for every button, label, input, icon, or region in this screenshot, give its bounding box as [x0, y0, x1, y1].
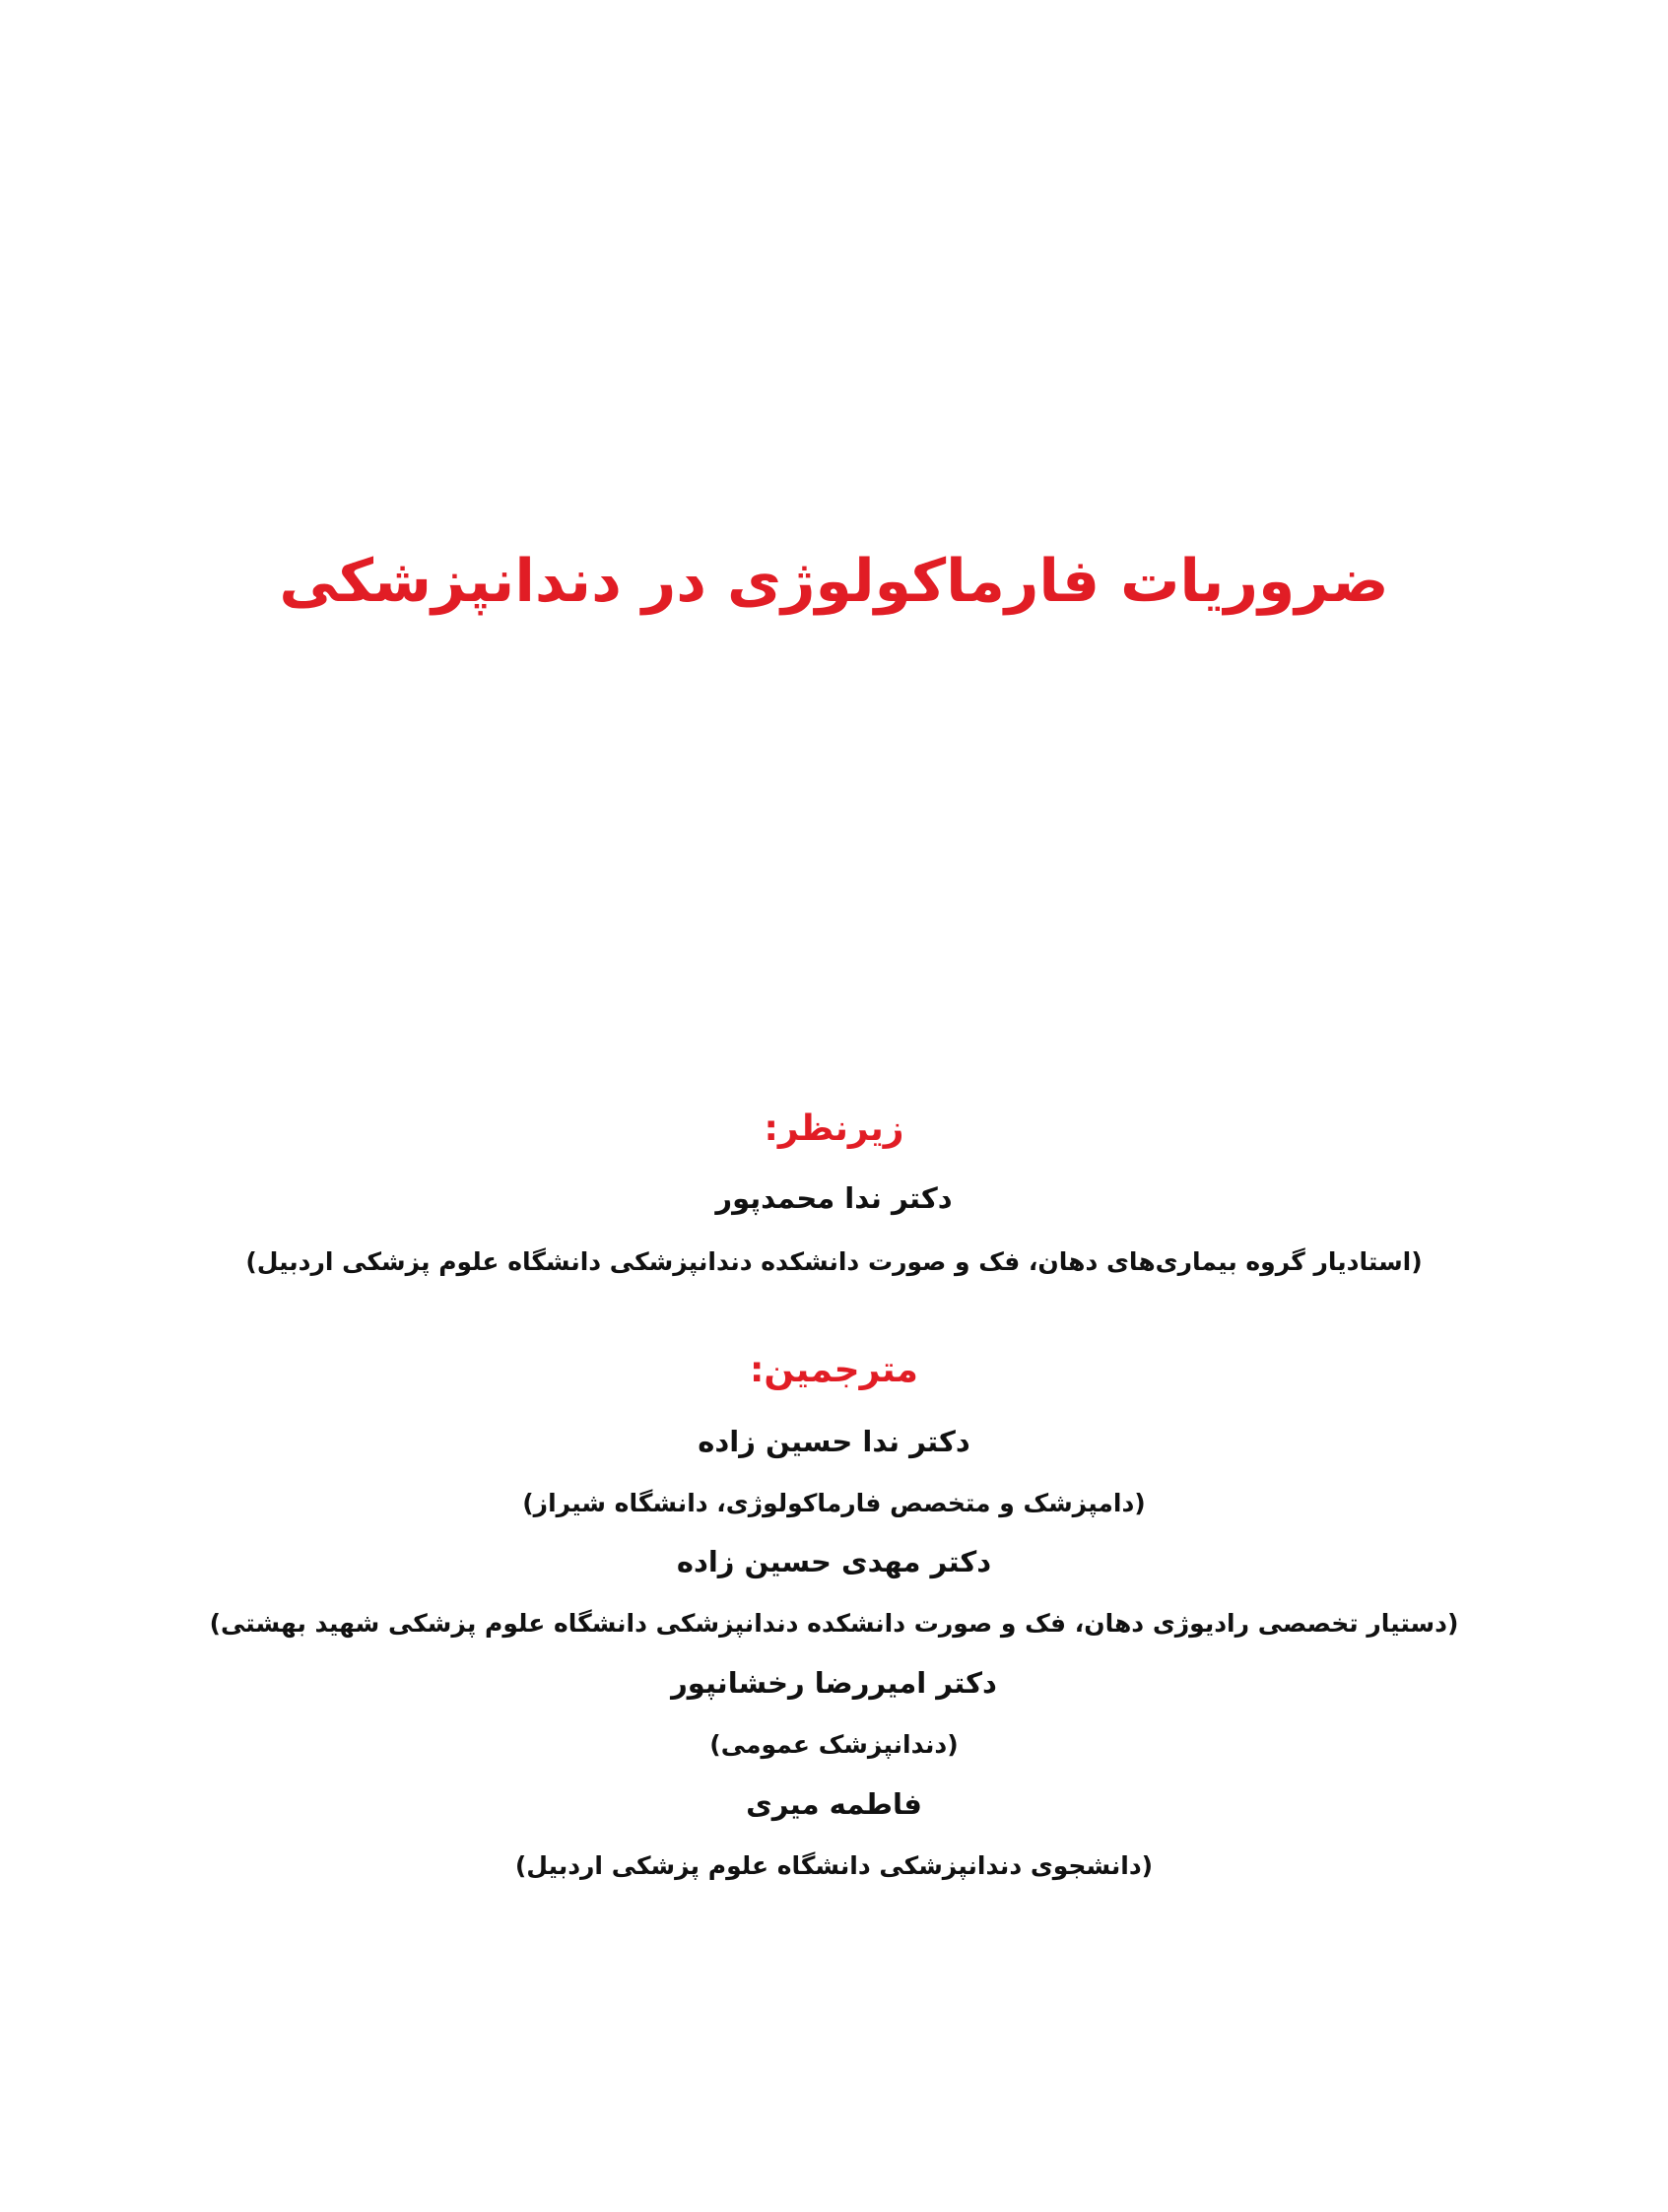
- translator-name: دکتر ندا حسین زاده: [698, 1425, 970, 1458]
- translators-heading: مترجمین:: [750, 1350, 918, 1390]
- document-title: ضروریات فارماکولوژی در دندانپزشکی: [279, 547, 1389, 616]
- supervisor-name: دکتر ندا محمدپور: [715, 1181, 953, 1215]
- translator-name: فاطمه میری: [746, 1787, 922, 1821]
- supervision-heading: زیرنظر:: [764, 1108, 904, 1149]
- translator-affiliation: (دامپزشک و متخصص فارماکولوژی، دانشگاه شیراز): [522, 1489, 1146, 1517]
- translator-name: دکتر امیررضا رخشانپور: [671, 1666, 997, 1700]
- translator-affiliation: (دستیار تخصصی رادیوژی دهان، فک و صورت دانشکده دندانپزشکی دانشگاه علوم پزشکی شهید بهشتی): [209, 1609, 1459, 1638]
- translator-name: دکتر مهدی حسین زاده: [676, 1545, 992, 1578]
- translator-affiliation: (دندانپزشک عمومی): [709, 1730, 959, 1759]
- translator-affiliation: (دانشجوی دندانپزشکی دانشگاه علوم پزشکی اردبیل): [514, 1851, 1154, 1880]
- supervisor-affiliation: (استادیار گروه بیماری‌های دهان، فک و صورت دانشکده دندانپزشکی دانشگاه علوم پزشکی اردبیل): [245, 1247, 1423, 1276]
